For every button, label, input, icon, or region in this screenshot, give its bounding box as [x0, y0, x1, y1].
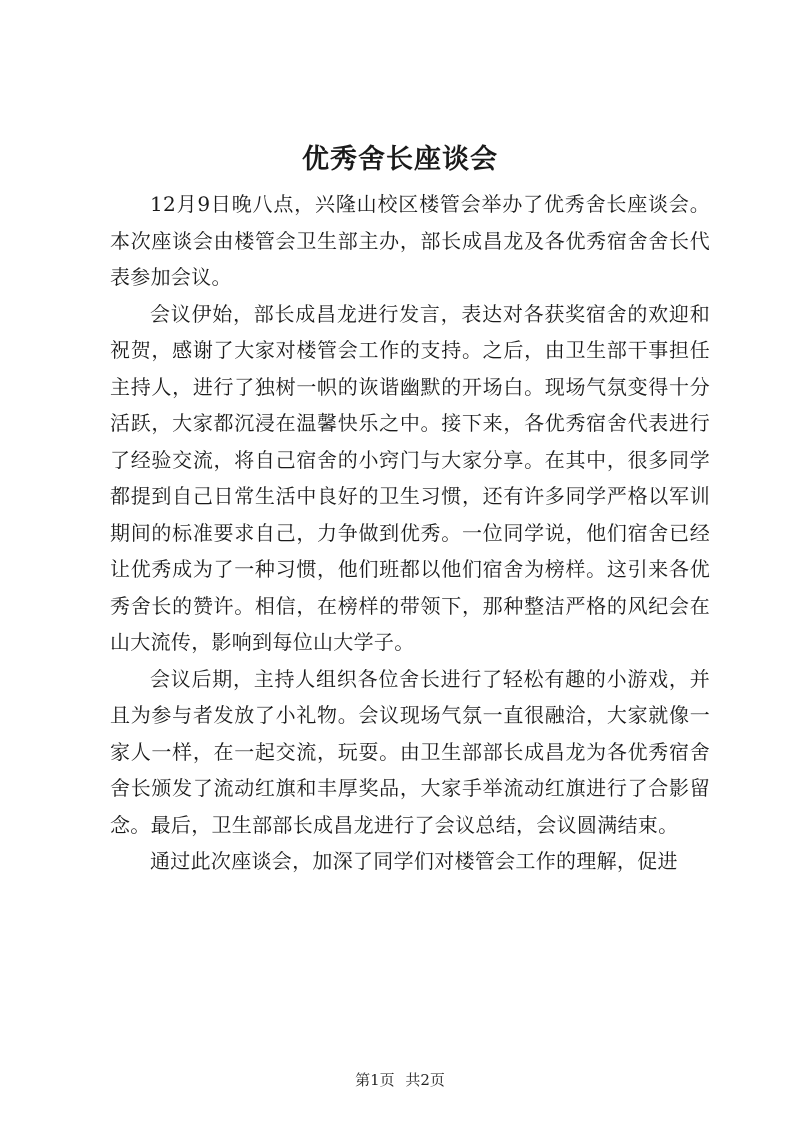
- page-number: 第1页: [355, 1071, 395, 1089]
- document-body: [110, 186, 710, 880]
- paragraph-3: 会议后期，主持人组织各位舍长进行了轻松有趣的小游戏，并且为参与者发放了小礼物。会议现场气氛一直很融洽，大家就像一家人一样，在一起交流，玩耍。由卫生部部长成昌龙为各优秀宿舍舍长颁发了流动红旗和丰厚奖品，大家手举流动红旗进行了合影留念。最后，卫生部部长成昌龙进行了会议总结，会议圆满结束。: [110, 666, 710, 837]
- paragraph-1: 12月9日晚八点，兴隆山校区楼管会举办了优秀舍长座谈会。本次座谈会由楼管会卫生部主办，部长成昌龙及各优秀宿舍舍长代表参加会议。: [110, 192, 710, 289]
- page-total: 共2页: [405, 1071, 445, 1089]
- page-footer: [0, 1070, 800, 1090]
- paragraph-4: 通过此次座谈会，加深了同学们对楼管会工作的理解，促进: [150, 849, 678, 873]
- paragraph-2: 会议伊始，部长成昌龙进行发言，表达对各获奖宿舍的欢迎和祝贺，感谢了大家对楼管会工作的支持。之后，由卫生部干事担任主持人，进行了独树一帜的诙谐幽默的开场白。现场气氛变得十分活跃，大家都沉浸在温馨快乐之中。接下来，各优秀宿舍代表进行了经验交流，将自己宿舍的小窍门与大家分享。在其中，很多同学都提到自己日常生活中良好的卫生习惯，还有许多同学严格以军训期间的标准要求自己，力争做到优秀。一位同学说，他们宿舍已经让优秀成为了一种习惯，他们班都以他们宿舍为榜样。这引来各优秀舍长的赞许。相信，在榜样的带领下，那种整洁严格的风纪会在山大流传，影响到每位山大学子。: [110, 301, 710, 654]
- page-title: 优秀舍长座谈会: [302, 144, 498, 175]
